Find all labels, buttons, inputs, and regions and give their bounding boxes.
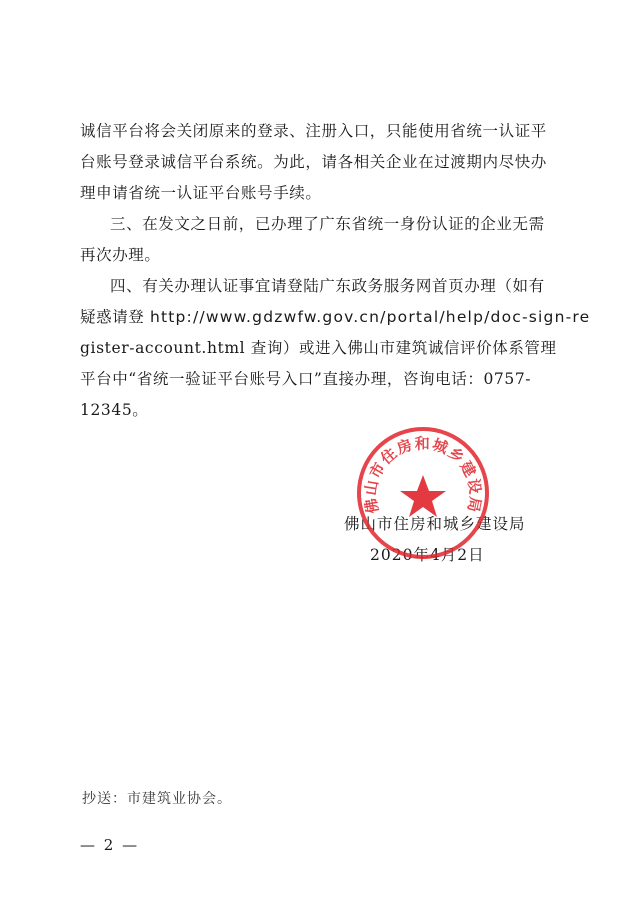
body-line-5: 再次办理。 — [80, 246, 161, 264]
body-line-2: 台账号登录诚信平台系统。为此，请各相关企业在过渡期内尽快办 — [80, 153, 547, 171]
body-line-3: 理申请省统一认证平台账号手续。 — [80, 184, 322, 202]
issue-date: 2020年4月2日 — [370, 546, 485, 564]
body-line-1: 诚信平台将会关闭原来的登录、注册入口，只能使用省统一认证平 — [80, 122, 547, 140]
help-url-link[interactable]: http://www.gdzwfw.gov.cn/portal/help/doc-sign-re — [149, 308, 591, 326]
svg-text:佛山市住房和城乡建设局: 佛山市住房和城乡建设局 — [361, 434, 485, 516]
body-line-4: 三、在发文之日前，已办理了广东省统一身份认证的企业无需 — [110, 215, 545, 233]
body-line-6: 四、有关办理认证事宜请登陆广东政务服务网首页办理（如有 — [110, 277, 545, 295]
issuing-organization: 佛山市住房和城乡建设局 — [344, 515, 526, 533]
body-line-9: 平台中“省统一验证平台账号入口”直接办理，咨询电话：0757- — [80, 370, 532, 388]
body-line-7-prefix: 疑惑请登 — [80, 308, 150, 326]
cc-line: 抄送：市建筑业协会。 — [82, 791, 232, 807]
body-line-7 — [80, 307, 591, 327]
body-line-8: gister-account.html 查询）或进入佛山市建筑诚信评价体系管理 — [80, 339, 557, 357]
body-line-10: 12345。 — [80, 401, 149, 419]
page-number: — 2 — — [80, 836, 140, 854]
official-seal-icon — [355, 425, 491, 561]
